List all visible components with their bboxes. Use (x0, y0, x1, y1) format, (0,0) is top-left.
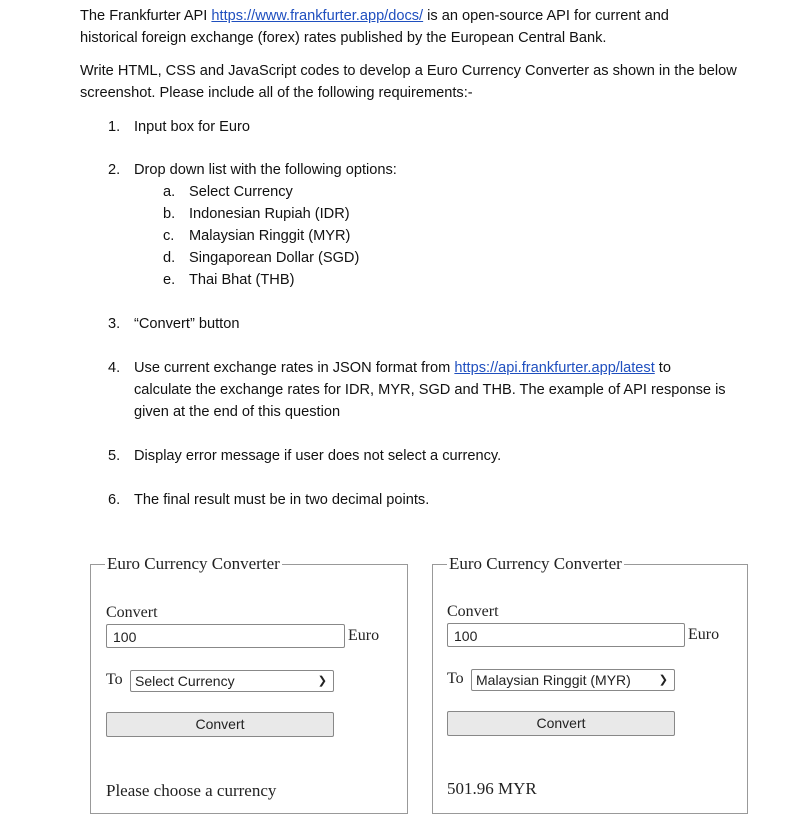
requirement-text: given at the end of this question (134, 404, 341, 420)
sub-number: e. (163, 272, 176, 288)
requirement-text (134, 359, 671, 377)
list-number: 4. (108, 360, 121, 376)
requirement-text: The final result must be in two decimal points. (134, 492, 430, 508)
list-number: 3. (108, 316, 121, 332)
selected-value: Select Currency (135, 673, 235, 689)
chevron-down-icon: ❯ (317, 675, 327, 687)
converter-fieldset-error (90, 554, 408, 814)
sub-number: d. (163, 250, 176, 266)
option-text: Malaysian Ringgit (MYR) (189, 228, 351, 244)
list-number: 1. (108, 119, 121, 135)
option-text: Indonesian Rupiah (IDR) (189, 206, 350, 222)
to-label: To (106, 671, 123, 688)
list-number: 5. (108, 448, 121, 464)
result-message: Please choose a currency (106, 781, 277, 800)
intro-line: historical foreign exchange (forex) rates published by the European Central Bank. (80, 30, 607, 46)
convert-button[interactable]: Convert (106, 712, 334, 737)
api-link[interactable]: https://api.frankfurter.app/latest (454, 360, 655, 376)
text: is an open-source API for current and (423, 8, 669, 24)
option-text: Select Currency (189, 184, 293, 200)
currency-select[interactable] (471, 669, 675, 691)
converter-legend: Euro Currency Converter (449, 554, 622, 573)
option-text: Singaporean Dollar (SGD) (189, 250, 360, 266)
requirement-text: Display error message if user does not select a currency. (134, 448, 502, 464)
text: Use current exchange rates in JSON format from (134, 360, 455, 376)
requirement-text: “Convert” button (134, 316, 240, 332)
sub-number: a. (163, 184, 176, 200)
convert-label: Convert (447, 603, 499, 620)
requirement-text: calculate the exchange rates for IDR, MYR, SGD and THB. The example of API response is (134, 382, 726, 398)
chevron-down-icon: ❯ (658, 674, 668, 686)
requirement-text: Input box for Euro (134, 119, 251, 135)
to-label: To (447, 670, 464, 687)
convert-button[interactable]: Convert (447, 711, 675, 736)
docs-link[interactable]: https://www.frankfurter.app/docs/ (211, 8, 424, 24)
selected-value: Malaysian Ringgit (MYR) (476, 672, 631, 688)
text: to (654, 360, 671, 376)
list-number: 6. (108, 492, 121, 508)
intro-line (80, 7, 669, 25)
converter-fieldset-result (432, 554, 748, 814)
sub-number: b. (163, 206, 176, 222)
option-text: Thai Bhat (THB) (189, 272, 295, 288)
euro-unit-label: Euro (688, 626, 720, 643)
converter-legend: Euro Currency Converter (107, 554, 280, 573)
convert-label: Convert (106, 604, 158, 621)
list-number: 2. (108, 162, 121, 178)
euro-amount-input[interactable]: 100 (447, 623, 685, 647)
requirement-text: Drop down list with the following options: (134, 162, 397, 178)
text: The Frankfurter API (80, 8, 212, 24)
euro-amount-input[interactable]: 100 (106, 624, 345, 648)
instructions-line: screenshot. Please include all of the following requirements:- (80, 85, 473, 101)
result-message: 501.96 MYR (447, 779, 537, 798)
sub-number: c. (163, 228, 175, 244)
instructions-line: Write HTML, CSS and JavaScript codes to develop a Euro Currency Converter as shown in the below (80, 63, 737, 79)
currency-select[interactable] (130, 670, 334, 692)
euro-unit-label: Euro (348, 627, 380, 644)
